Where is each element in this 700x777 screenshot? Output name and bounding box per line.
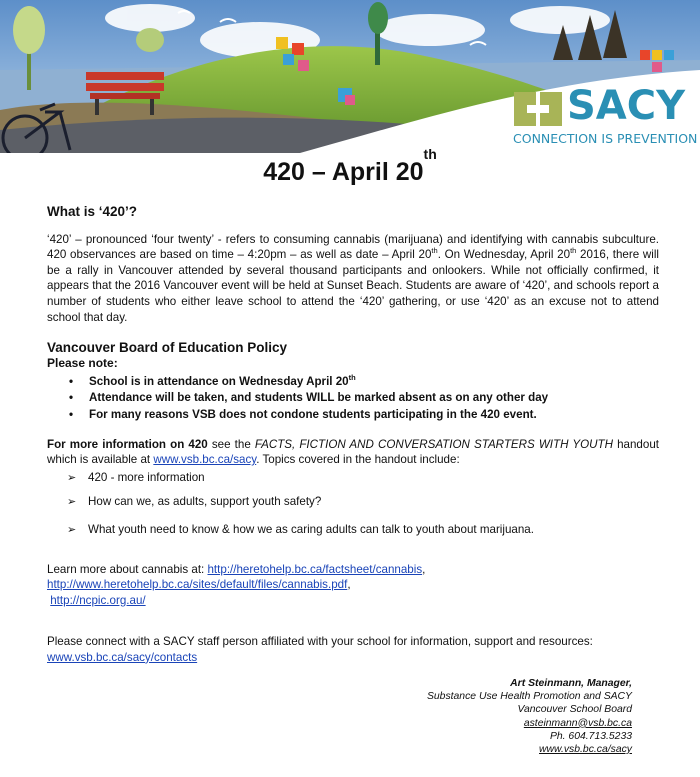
more-info-text-1: see the [207, 437, 255, 451]
heretohelp-pdf-link[interactable]: http://www.heretohelp.bc.ca/sites/default/files/cannabis.pdf [47, 578, 348, 592]
what-is-sup-2: th [570, 246, 577, 256]
handout-title: FACTS, FICTION AND CONVERSATION STARTERS WITH YOUTH [254, 437, 613, 451]
connect-paragraph [47, 634, 659, 665]
what-is-text-2: . On Wednesday, April 20 [437, 248, 571, 262]
what-is-heading: What is ‘420’? [47, 204, 138, 219]
document-body [47, 204, 659, 679]
signature-web-link[interactable]: www.vsb.bc.ca/sacy [539, 744, 632, 756]
more-info-bold: For more information on 420 [47, 437, 208, 451]
signature-role: Substance Use Health Promotion and SACY [426, 691, 632, 703]
what-is-sup-1: th [431, 246, 438, 256]
page-title [0, 146, 700, 187]
more-info-text-3: . Topics covered in the handout include: [256, 453, 460, 467]
what-is-text-3: 2016, there will be a rally in Vancouver attended by several thousand participants and onlookers. While not officially confirmed, it appears that the 2016 Vancouver event will be held at Sunset Beach. Students are aware of ‘420’, and schools report a number of students who either leave school to attend the ‘420’ gathering, or use ‘420’ as an excuse not to attend school that day. [47, 248, 660, 324]
comma: , [422, 562, 426, 576]
policy-item-not-condone: • For many reasons VSB does not condone students participating in the 420 event. [69, 407, 659, 423]
more-info-text-2: handout which is available at [47, 437, 659, 467]
sacy-logo-word: SACY [567, 83, 686, 129]
policy-heading: Vancouver Board of Education Policy [47, 340, 288, 356]
signature-email-link[interactable]: asteinmann@vsb.bc.ca [523, 717, 632, 729]
sacy-link[interactable]: www.vsb.bc.ca/sacy [153, 453, 257, 467]
signature-org: Vancouver School Board [517, 704, 632, 716]
signature-phone: Ph. 604.713.5233 [549, 730, 632, 742]
ncpic-link[interactable]: http://ncpic.org.au/ [50, 593, 146, 607]
policy-item-sup: th [348, 372, 356, 382]
page-title-sup: th [423, 146, 437, 162]
signature-name: Art Steinmann, Manager, [510, 678, 632, 689]
policy-item-attendance-day [69, 374, 659, 390]
heretohelp-factsheet-link[interactable]: http://heretohelp.bc.ca/factsheet/cannabis [207, 562, 423, 576]
please-note: Please note: [47, 356, 118, 371]
connect-text: Please connect with a SACY staff person affiliated with your school for information, support and resources: [47, 635, 593, 649]
more-info-paragraph [47, 437, 659, 468]
learn-more-paragraph [47, 562, 659, 609]
signature-block [427, 677, 632, 756]
topic-item: ➢ 420 - more information [67, 470, 659, 486]
comma: , [347, 578, 351, 592]
learn-more-text: Learn more about cannabis at: [47, 562, 208, 576]
policy-item-absent: • Attendance will be taken, and students WILL be marked absent as on any other day [69, 390, 659, 406]
topics-list [47, 470, 659, 538]
what-is-paragraph [47, 232, 659, 326]
policy-list [47, 374, 659, 423]
contacts-link[interactable]: www.vsb.bc.ca/sacy/contacts [47, 650, 198, 664]
policy-item-text: School is in attendance on Wednesday April 20 [89, 374, 349, 388]
what-is-text-1: ‘420’ – pronounced ‘four twenty’ - refers to consuming cannabis (marijuana) and identifying with cannabis subculture. 420 observances are based on time – 4:20pm – as well as date – April 20 [47, 232, 659, 262]
sacy-logo-tagline: CONNECTION IS PREVENTION [513, 131, 698, 146]
topic-item: ➢ What youth need to know & how we as caring adults can talk to youth about marijuana. [67, 522, 659, 538]
topic-item: ➢ How can we, as adults, support youth safety? [67, 494, 659, 510]
page-title-text: 420 – April 20 [263, 158, 424, 186]
